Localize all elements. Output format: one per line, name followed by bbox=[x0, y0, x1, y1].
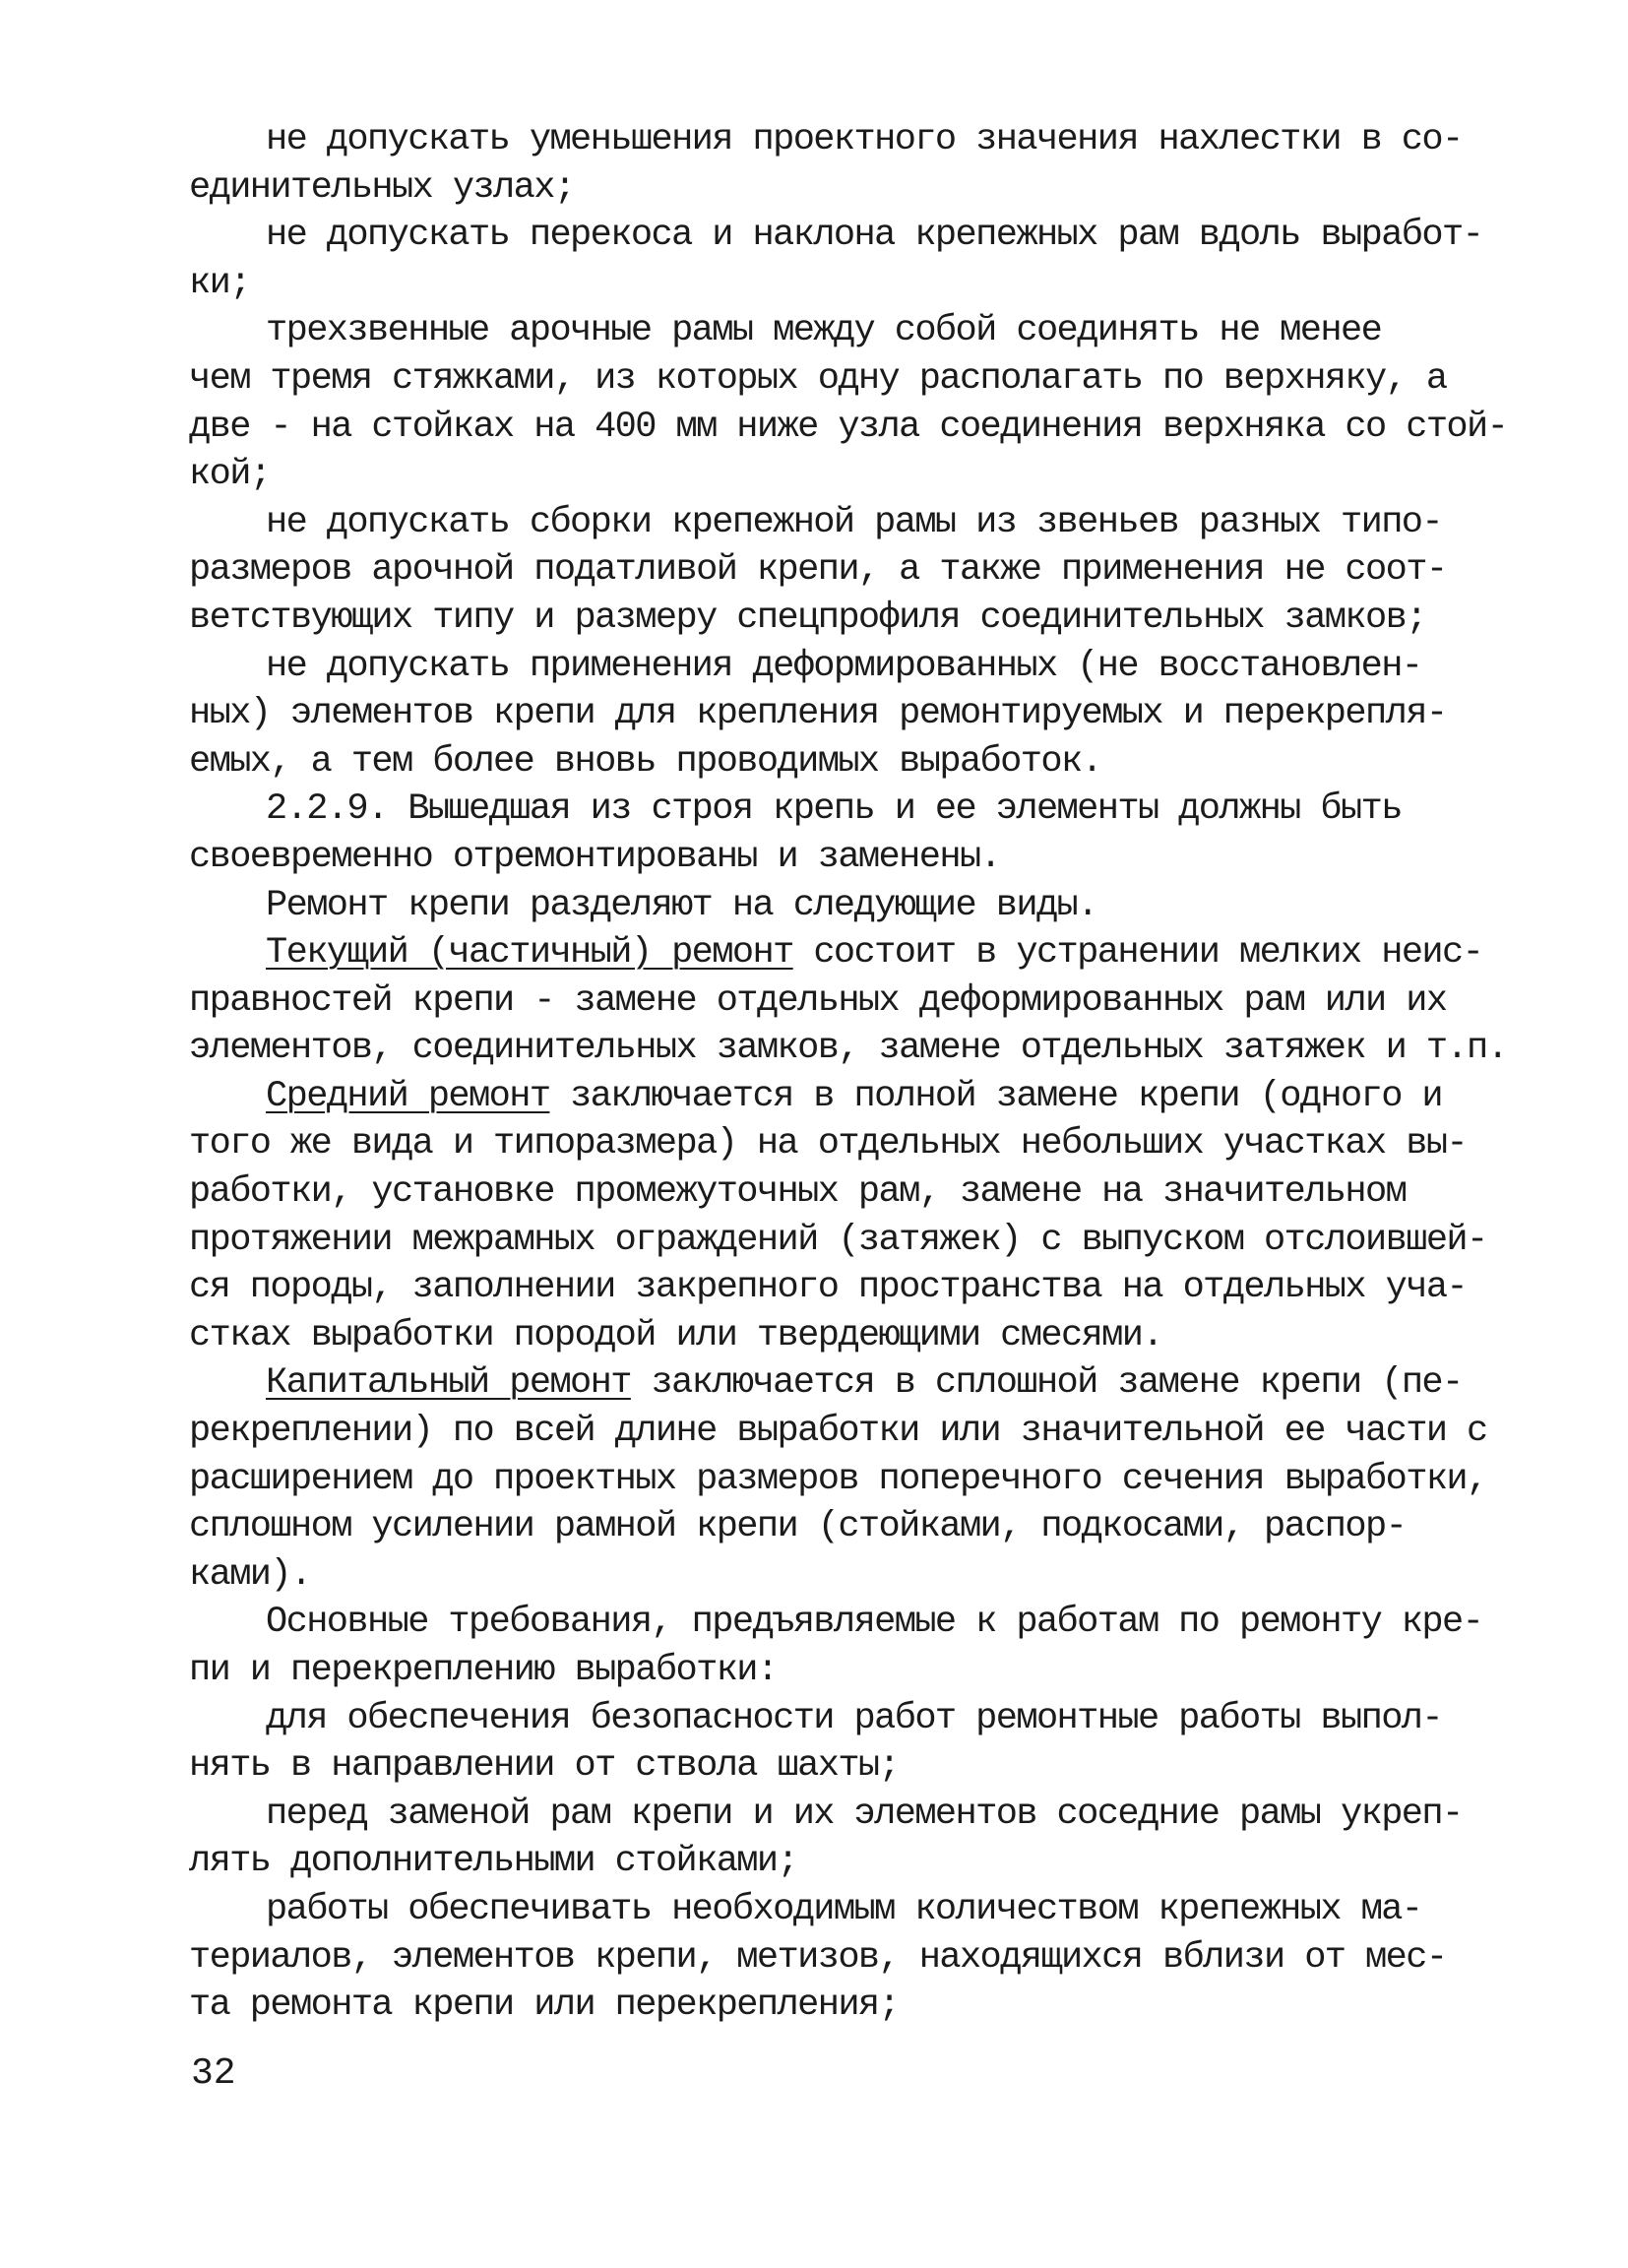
text-line: элементов, соединительных замков, замене отдельных затяжек и т.п. bbox=[189, 1028, 1508, 1070]
text-fragment: состоит в устранении мелких неис- bbox=[813, 932, 1483, 975]
page-number: 32 bbox=[191, 2052, 236, 2095]
term-capital-repair: Капитальный ремонт bbox=[266, 1362, 631, 1405]
text-line: не допускать уменьшения проектного значения нахлестки в со- bbox=[266, 119, 1463, 160]
term-current-repair: Текущий (частичный) ремонт bbox=[266, 932, 793, 975]
text-line: ных) элементов крепи для крепления ремонтируемых и перекрепля- bbox=[189, 693, 1447, 735]
text-line: Основные требования, предъявляемые к работам по ремонту кре- bbox=[266, 1602, 1483, 1644]
text-fragment: заключается в сплошной замене крепи (пе- bbox=[651, 1362, 1463, 1405]
text-line: лять дополнительными стойками; bbox=[189, 1841, 798, 1883]
text-line: чем тремя стяжками, из которых одну располагать по верхняку, а bbox=[189, 357, 1447, 400]
term-medium-repair: Средний ремонт bbox=[266, 1075, 550, 1117]
text-line: своевременно отремонтированы и заменены. bbox=[189, 836, 1001, 878]
text-line: нять в направлении от ствола шахты; bbox=[189, 1745, 900, 1788]
text-line: работки, установке промежуточных рам, замене на значительном bbox=[189, 1171, 1407, 1214]
text-line: рекреплении) по всей длине выработки или значительной ее части с bbox=[189, 1411, 1487, 1453]
text-line: для обеспечения безопасности работ ремонтные работы выпол- bbox=[266, 1697, 1443, 1739]
text-line: та ремонта крепи или перекрепления; bbox=[189, 1984, 900, 2027]
text-line: пи и перекреплению выработки: bbox=[189, 1650, 778, 1691]
text-line: протяжении межрамных ограждений (затяжек) с выпуском отслоившей- bbox=[189, 1219, 1487, 1261]
text-fragment: заключается в полной замене крепи (одного и bbox=[570, 1075, 1443, 1117]
document-body bbox=[189, 116, 1508, 2030]
text-line: не допускать применения деформированных (не восстановлен- bbox=[266, 645, 1422, 687]
text-line: стках выработки породой или твердеющими смесями. bbox=[189, 1314, 1162, 1356]
text-line: трехзвенные арочные рамы между собой соединять не менее bbox=[266, 310, 1382, 352]
text-line: сплошном усилении рамной крепи (стойками, подкосами, распор- bbox=[189, 1506, 1407, 1548]
text-line: правностей крепи - замене отдельных деформированных рам или их bbox=[189, 979, 1447, 1022]
text-line: териалов, элементов крепи, метизов, находящихся вблизи от мес- bbox=[189, 1936, 1447, 1979]
text-line: работы обеспечивать необходимым количеством крепежных ма- bbox=[266, 1888, 1422, 1930]
text-line: ки; bbox=[189, 262, 250, 304]
text-line: две - на стойках на 400 мм ниже узла соединения верхняка со стой- bbox=[189, 406, 1508, 448]
text-line: расширением до проектных размеров поперечного сечения выработки, bbox=[189, 1458, 1487, 1500]
text-line: Ремонт крепи разделяют на следующие виды. bbox=[266, 884, 1097, 926]
text-line bbox=[189, 1073, 1443, 1121]
text-line: не допускать перекоса и наклона крепежных рам вдоль выработ- bbox=[266, 215, 1483, 257]
text-line bbox=[189, 929, 1483, 977]
text-line: кой; bbox=[189, 454, 271, 496]
text-line: того же вида и типоразмера) на отдельных небольших участках вы- bbox=[189, 1123, 1468, 1166]
text-line: ками). bbox=[189, 1553, 311, 1596]
text-line: не допускать сборки крепежной рамы из звеньев разных типо- bbox=[266, 501, 1443, 543]
text-line: ветствующих типу и размеру спецпрофиля соединительных замков; bbox=[189, 597, 1426, 639]
text-line: ся породы, заполнении закрепного пространства на отдельных уча- bbox=[189, 1267, 1468, 1309]
text-line: емых, а тем более вновь проводимых выработок. bbox=[189, 740, 1102, 783]
text-line: единительных узлах; bbox=[189, 166, 575, 209]
text-line: размеров арочной податливой крепи, а также применения не соот- bbox=[189, 549, 1447, 592]
text-line bbox=[189, 1359, 1463, 1408]
section-2-2-9-line: 2.2.9. Вышедшая из строя крепь и ее элементы должны быть bbox=[266, 788, 1402, 831]
text-line: перед заменой рам крепи и их элементов соседние рамы укреп- bbox=[266, 1793, 1463, 1835]
